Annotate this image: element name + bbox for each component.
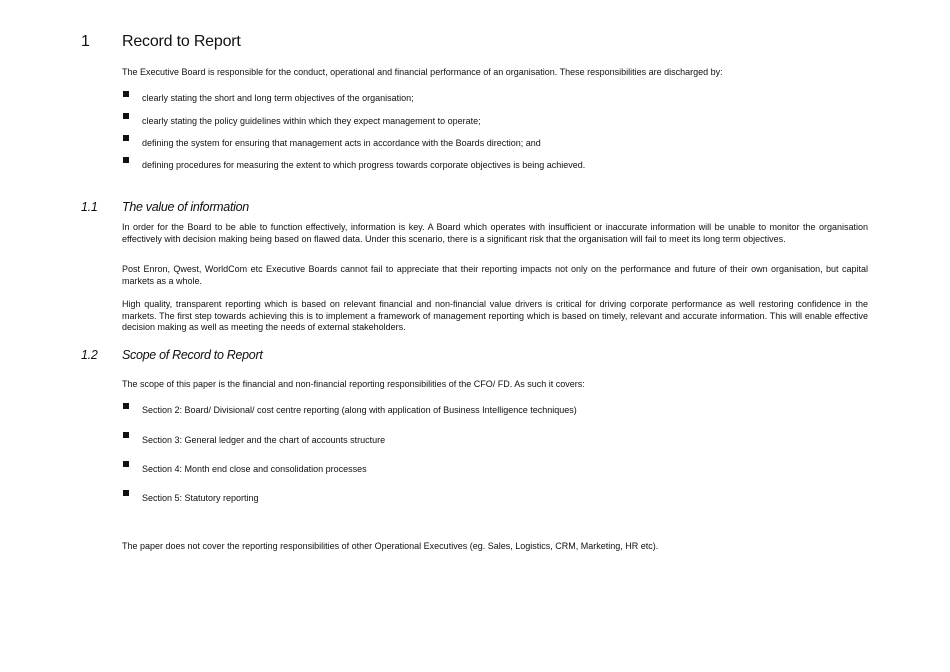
bullet-square-icon bbox=[123, 91, 129, 97]
closing-note: The paper does not cover the reporting responsibilities of other Operational Executives (eg. Sales, Logistics, CRM, Marketing, HR etc). bbox=[122, 541, 659, 551]
section-title: Record to Report bbox=[122, 33, 241, 50]
section-intro: The scope of this paper is the financial and non-financial reporting responsibilities of the CFO/ FD. As such it covers: bbox=[122, 379, 585, 389]
list-item: Section 5: Statutory reporting bbox=[142, 493, 259, 503]
subsection-title: Scope of Record to Report bbox=[122, 348, 263, 362]
subsection-title: The value of information bbox=[122, 200, 249, 214]
list-item: Section 3: General ledger and the chart of accounts structure bbox=[142, 435, 386, 445]
bullet-square-icon bbox=[123, 432, 129, 438]
list-item: clearly stating the policy guidelines within which they expect management to operate; bbox=[142, 116, 481, 126]
bullet-square-icon bbox=[123, 403, 129, 409]
paragraph: Post Enron, Qwest, WorldCom etc Executive Boards cannot fail to appreciate that their reporting impacts not only on the performance and future of their own organisation, but capital markets as a whole. bbox=[122, 264, 868, 286]
paragraph: In order for the Board to be able to function effectively, information is key. A Board which operates with insufficient or inaccurate information will be unable to monitor the organisation effectively with decision making being based on flawed data. Under this scenario, there is a significant risk that the organisation will fail to meet its long term objectives. bbox=[122, 222, 868, 244]
list-item: defining the system for ensuring that management acts in accordance with the Boards direction; and bbox=[142, 138, 541, 148]
section-number: 1 bbox=[81, 33, 90, 50]
section-intro: The Executive Board is responsible for the conduct, operational and financial performance of an organisation. These responsibilities are discharged by: bbox=[122, 67, 723, 77]
list-item: Section 4: Month end close and consolidation processes bbox=[142, 464, 367, 474]
subsection-number: 1.1 bbox=[81, 200, 98, 214]
bullet-square-icon bbox=[123, 157, 129, 163]
bullet-square-icon bbox=[123, 113, 129, 119]
paragraph: High quality, transparent reporting which is based on relevant financial and non-financial value drivers is critical for driving corporate performance as well restoring confidence in the markets. The first step towards achieving this is to implement a framework of management reporting which is based on timely, relevant and accurate information. This will enable effective decision making as well as meeting the needs of external stakeholders. bbox=[122, 299, 868, 332]
bullet-square-icon bbox=[123, 490, 129, 496]
list-item: defining procedures for measuring the extent to which progress towards corporate objectives is being achieved. bbox=[142, 160, 586, 170]
bullet-square-icon bbox=[123, 461, 129, 467]
bullet-square-icon bbox=[123, 135, 129, 141]
list-item: clearly stating the short and long term objectives of the organisation; bbox=[142, 93, 414, 103]
list-item: Section 2: Board/ Divisional/ cost centre reporting (along with application of Business Intelligence techniques) bbox=[142, 405, 577, 415]
subsection-number: 1.2 bbox=[81, 348, 98, 362]
